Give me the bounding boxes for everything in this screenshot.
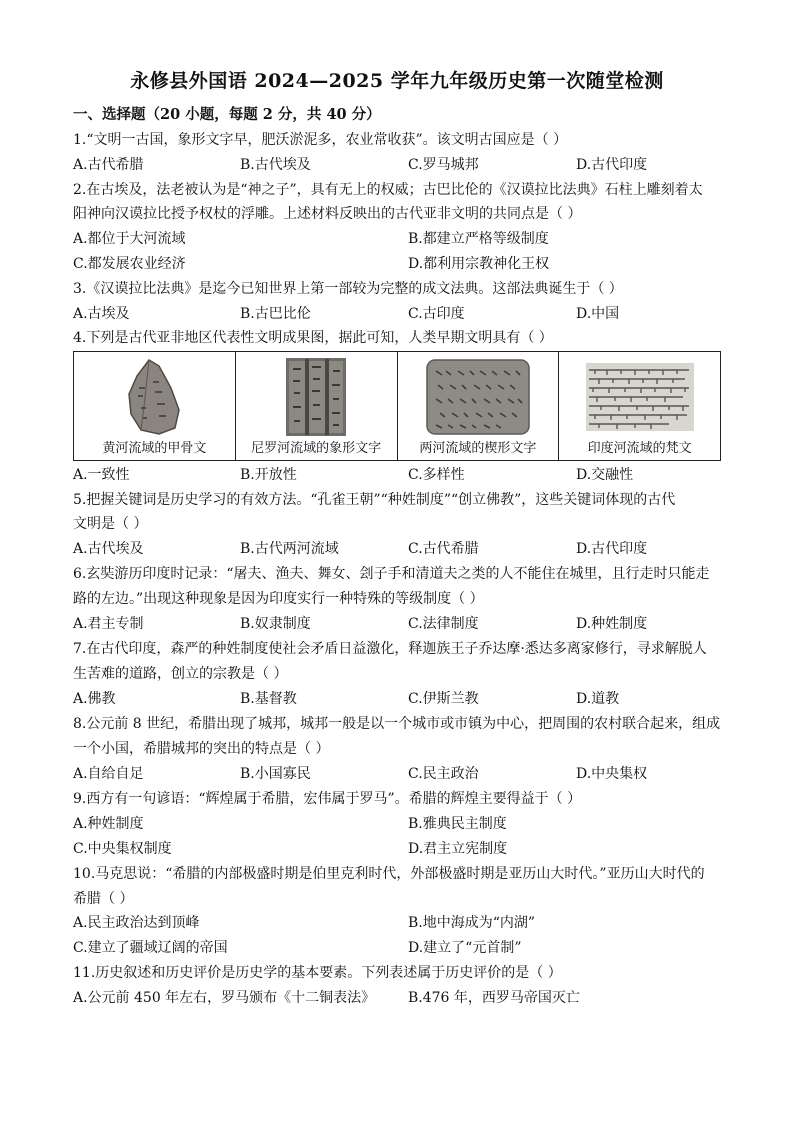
section-heading: 一、选择题（20 小题，每题 2 分，共 40 分） (73, 106, 381, 123)
q3-option-b: B.古巴比伦 (240, 306, 311, 322)
q3-option-c: C.古印度 (408, 306, 465, 322)
q9-option-c: C.中央集权制度 (73, 841, 172, 857)
writing-systems-figure-table (73, 351, 721, 461)
hieroglyph-image (236, 356, 397, 438)
question-11-text: 11.历史叙述和历史评价是历史学的基本要素。下列表述属于历史评价的是（ ） (73, 965, 562, 981)
question-10-line-2: 希腊（ ） (73, 891, 134, 907)
question-7-line-1: 7.在古代印度，森严的种姓制度使社会矛盾日益激化，释迦族王子乔达摩·悉达多离家修行，寻求解脱人 (73, 641, 707, 657)
q6-option-c: C.法律制度 (408, 616, 479, 632)
q7-option-c: C.伊斯兰教 (408, 691, 479, 707)
q11-option-a: A.公元前 450 年左右，罗马颁布《十二铜表法》 (73, 990, 376, 1006)
q2-option-c: C.都发展农业经济 (73, 256, 186, 272)
q9-option-b: B.雅典民主制度 (408, 816, 507, 832)
caption-sanskrit: 印度河流域的梵文 (587, 441, 692, 456)
sanskrit-image (559, 356, 720, 438)
q7-option-a: A.佛教 (73, 691, 116, 707)
question-9-text: 9.西方有一句谚语：“辉煌属于希腊，宏伟属于罗马”。希腊的辉煌主要得益于（ ） (73, 791, 582, 807)
question-4-text: 4.下列是古代亚非地区代表性文明成果图，据此可知，人类早期文明具有（ ） (73, 330, 553, 346)
question-6-line-2: 路的左边。”出现这种现象是因为印度实行一种特殊的等级制度（ ） (73, 591, 484, 607)
q8-option-c: C.民主政治 (408, 766, 479, 782)
q3-option-a: A.古埃及 (73, 306, 130, 322)
q1-option-d: D.古代印度 (576, 157, 648, 173)
q6-option-b: B.奴隶制度 (240, 616, 311, 632)
q8-option-a: A.自给自足 (73, 766, 144, 782)
q11-option-b: B.476 年，西罗马帝国灭亡 (408, 990, 580, 1006)
q6-option-a: A.君主专制 (73, 616, 144, 632)
q5-option-c: C.古代希腊 (408, 541, 479, 557)
caption-hieroglyph: 尼罗河流域的象形文字 (251, 441, 382, 456)
q1-option-a: A.古代希腊 (73, 157, 144, 173)
q2-option-a: A.都位于大河流域 (73, 231, 186, 247)
cuneiform-image (398, 356, 559, 438)
question-2-line-1: 2.在古埃及，法老被认为是“神之子”，具有无上的权威；古巴比伦的《汉谟拉比法典》石柱上雕刻着太 (73, 182, 703, 198)
question-8-line-2: 一个小国，希腊城邦的突出的特点是（ ） (73, 741, 330, 757)
caption-oracle-bone: 黄河流域的甲骨文 (102, 441, 207, 456)
caption-cuneiform: 两河流域的楔形文字 (419, 441, 537, 456)
q1-option-b: B.古代埃及 (240, 157, 311, 173)
q4-option-d: D.交融性 (576, 467, 634, 483)
exam-title: 永修县外国语 2024—2025 学年九年级历史第一次随堂检测 (130, 70, 664, 92)
q5-option-d: D.古代印度 (576, 541, 648, 557)
q3-option-d: D.中国 (576, 306, 620, 322)
q2-option-b: B.都建立严格等级制度 (408, 231, 549, 247)
question-7-line-2: 生苦难的道路，创立的宗教是（ ） (73, 666, 288, 682)
question-10-line-1: 10.马克思说：“希腊的内部极盛时期是伯里克利时代，外部极盛时期是亚历山大时代。”亚历山大时代的 (73, 866, 705, 882)
q7-option-d: D.道教 (576, 691, 620, 707)
q10-option-a: A.民主政治达到顶峰 (73, 915, 200, 931)
hieroglyph-cell (235, 352, 397, 461)
question-2-line-2: 阳神向汉谟拉比授予权杖的浮雕。上述材料反映出的古代亚非文明的共同点是（ ） (73, 206, 582, 222)
question-3-text: 3.《汉谟拉比法典》是迄今已知世界上第一部较为完整的成文法典。这部法典诞生于（ ） (73, 281, 623, 297)
q4-option-b: B.开放性 (240, 467, 297, 483)
q2-option-d: D.都利用宗教神化王权 (408, 256, 550, 272)
q10-option-b: B.地中海成为“内湖” (408, 915, 536, 931)
q5-option-a: A.古代埃及 (73, 541, 144, 557)
question-5-line-2: 文明是（ ） (73, 516, 148, 532)
oracle-bone-image (74, 356, 235, 438)
q9-option-a: A.种姓制度 (73, 816, 144, 832)
oracle-bone-cell (74, 352, 236, 461)
q7-option-b: B.基督教 (240, 691, 297, 707)
cuneiform-cell (397, 352, 559, 461)
q4-option-c: C.多样性 (408, 467, 465, 483)
q8-option-d: D.中央集权 (576, 766, 648, 782)
q6-option-d: D.种姓制度 (576, 616, 648, 632)
q8-option-b: B.小国寡民 (240, 766, 311, 782)
q9-option-d: D.君主立宪制度 (408, 841, 508, 857)
q5-option-b: B.古代两河流域 (240, 541, 339, 557)
q1-option-c: C.罗马城邦 (408, 157, 479, 173)
question-1-text: 1.“文明一古国，象形文字早，肥沃淤泥多，农业常收获”。该文明古国应是（ ） (73, 132, 568, 148)
question-6-line-1: 6.玄奘游历印度时记录：“屠夫、渔夫、舞女、刽子手和清道夫之类的人不能住在城里，且行走时只能走 (73, 566, 710, 582)
q10-option-d: D.建立了“元首制” (408, 940, 522, 956)
question-8-line-1: 8.公元前 8 世纪，希腊出现了城邦，城邦一般是以一个城市或市镇为中心，把周围的农村联合起来，组成 (73, 716, 721, 732)
sanskrit-cell (559, 352, 721, 461)
q4-option-a: A.一致性 (73, 467, 130, 483)
question-5-line-1: 5.把握关键词是历史学习的有效方法。“孔雀王朝”“种姓制度”“创立佛教”，这些关键词体现的古代 (73, 492, 676, 508)
q10-option-c: C.建立了疆域辽阔的帝国 (73, 940, 228, 956)
